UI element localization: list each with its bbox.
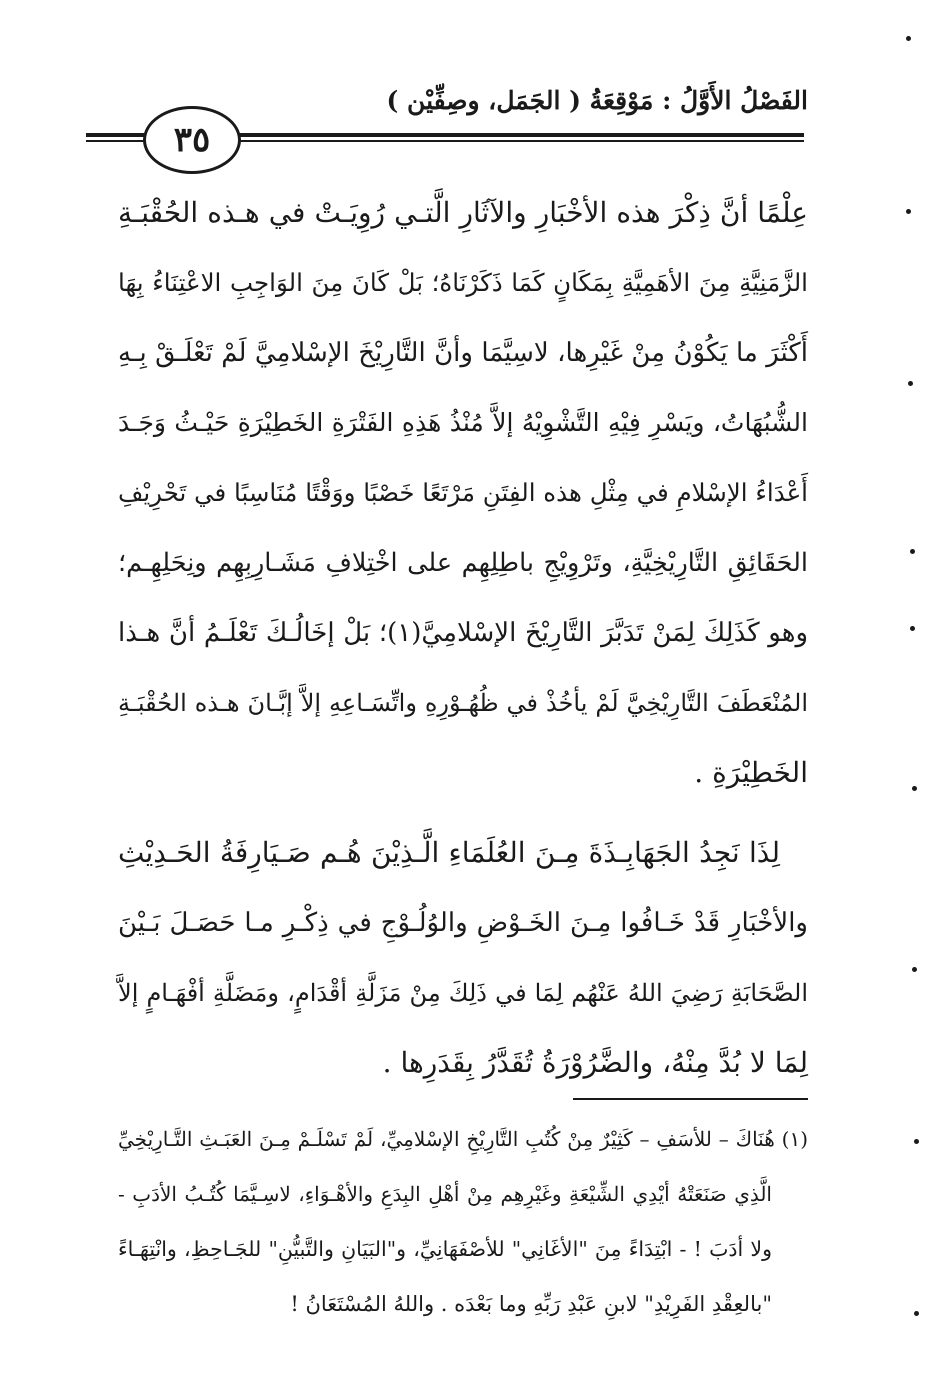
scan-mark [914, 1139, 919, 1144]
text-line: الصَّحَابَةِ رَضِيَ اللهُ عَنْهُم لِمَا في ذَلِكَ مِنْ مَزَلَّةِ أقْدَامٍ، ومَضَلَّةِ أفْهَـامٍ إلاَّ [118, 979, 808, 1007]
footnote-line: ولا أدَبَ ! - ابْتِدَاءً مِنَ "الأغَانِي" للأصْفَهَانِيِّ، و"البَيَانِ والتَّبيُّنِ" للجَـاحِظِ، وانْتِهَـاءً [118, 1237, 772, 1261]
text-line: لِذَا نَجِدُ الجَهَابِـذَةَ مِـنَ العُلَمَاءِ الَّـذِيْنَ هُـم صَـيَارِفَةُ الحَـدِيْثِ [118, 836, 780, 869]
text-line: والأخْبَارِ قَدْ خَـافُوا مِـنَ الخَـوْضِ والوُلُـوْجِ في ذِكْـرِ مـا حَصَـلَ بَـيْنَ [118, 908, 808, 938]
footnote-line: "بالعِقْدِ الفَرِيْدِ" لابنِ عَبْدِ رَبِّهِ وما بَعْدَه . واللهُ المُسْتَعَانُ ! [290, 1292, 772, 1316]
text-line: الخَطِيْرَةِ . [694, 756, 808, 789]
footnote-line: (١) هُنَاكَ – للأسَفِ – كَثِيْرٌ مِنْ كُتُبِ التَّارِيْخِ الإسْلامِيِّ، لَمْ تَسْلَـمْ مِـنَ العَبَـثِ التَّـارِيْخِيِّ [118, 1127, 808, 1151]
text-line: وهو كَذَلِكَ لِمَنْ تَدَبَّرَ التَّارِيْخَ الإسْلامِيَّ(١)؛ بَلْ إخَالُـكَ تَعْلَـمُ أنَّ هـذا [118, 618, 809, 648]
chapter-title: الفَصْلُ الأَوَّلُ : مَوْقِعَةُ ( الجَمَل، وصِفِّيْن ) [386, 86, 808, 115]
scan-mark [914, 1311, 919, 1316]
body-text [118, 178, 808, 1098]
text-line: لِمَا لا بُدَّ مِنْهُ، والضَّرُوْرَةُ تُقَدَّرُ بِقَدَرِها . [382, 1046, 808, 1079]
paragraph-2 [118, 818, 808, 1098]
footnotes [118, 1112, 808, 1332]
text-line: المُنْعَطَفَ التَّارِيْخِيَّ لَمْ يأخُذْ في ظُهُـوْرِهِ واتِّسَـاعِهِ إلاَّ إبَّـانَ هـذه الحُقْبَـةِ [118, 689, 809, 717]
scan-mark [908, 381, 913, 386]
text-line: عِلْمًا أنَّ ذِكْرَ هذه الأخْبَارِ والآثَارِ الَّتـي رُوِيَـتْ في هـذه الحُقْبَـةِ [118, 196, 808, 229]
text-line: الحَقَائِقِ التَّارِيْخِيَّةِ، وتَرْوِيْجِ باطِلِهِم على اخْتِلافِ مَشَـارِبِهِم ونِحَلِهِـم؛ [118, 548, 808, 578]
text-line: أَكْثَرَ ما يَكُوْنُ مِنْ غَيْرِها، لاسِيَّمَا وأنَّ التَّارِيْخَ الإسْلامِيَّ لَمْ تَعْلَـقْ بِـهِ [118, 338, 808, 368]
footnote-separator [573, 1098, 808, 1100]
text-line: أَعْدَاءُ الإسْلامِ في مِثْلِ هذه الفِتَنِ مَرْتَعًا خَصْبًا ووَقْتًا مُنَاسِبًا في تَحْرِيْفِ [118, 478, 808, 507]
scan-mark [910, 626, 915, 631]
scan-mark [906, 209, 911, 214]
scan-mark [906, 36, 911, 41]
text-line: الشُّبُهَاتُ، ويَسْرِ فِيْهِ التَّشْوِيْهُ إلاَّ مُنْذُ هَذِهِ الفَتْرَةِ الخَطِيْرَةِ حَيْـثُ وَجَـدَ [118, 408, 808, 437]
text-line: الزَّمَنِيَّةِ مِنَ الأهَمِيَّةِ بِمَكَانٍ كَمَا ذَكَرْنَاهُ؛ بَلْ كَانَ مِنَ الوَاجِبِ الاعْتِنَاءُ بِهَا [118, 268, 808, 297]
footnote-line: الَّذِي صَنَعَتْهُ أيْدِي الشِّيْعَةِ وغَيْرِهِم مِنْ أهْلِ البِدَعِ والأهْـوَاءِ، لاسِـيَّمَا كُتُـبُ الأدَبِ - [118, 1182, 772, 1206]
paragraph-gap [118, 808, 808, 818]
scan-mark [912, 786, 917, 791]
paragraph-1 [118, 178, 808, 808]
scan-mark [912, 967, 917, 972]
page-number: ٣٥ [143, 106, 241, 174]
scan-mark [910, 549, 915, 554]
